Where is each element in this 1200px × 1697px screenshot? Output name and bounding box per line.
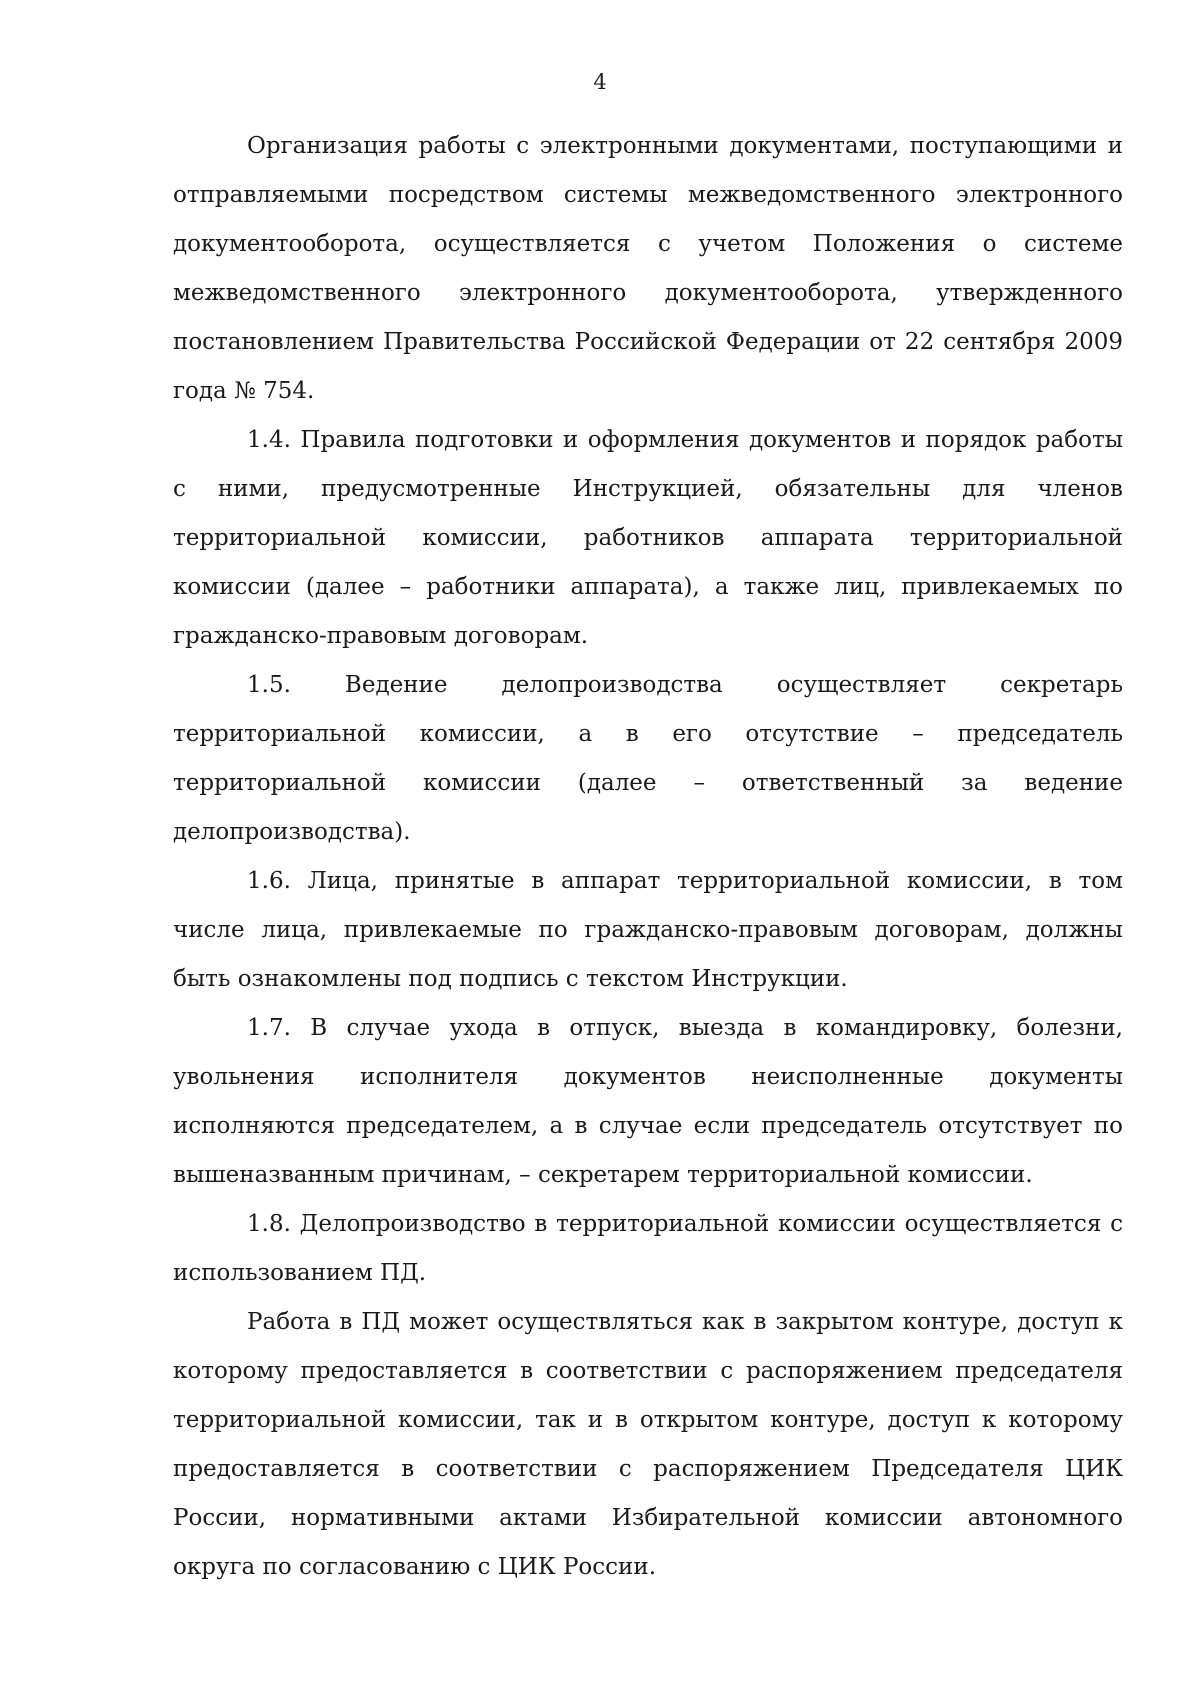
page-number: 4 xyxy=(593,70,607,94)
paragraph-1-5: 1.5. Ведение делопроизводства осуществляет секретарь территориальной комиссии, а в его отсутствие – председатель территориальной комиссии (далее – ответственный за ведение делопроизводства). xyxy=(173,672,1123,845)
paragraph-1-7: 1.7. В случае ухода в отпуск, выезда в командировку, болезни, увольнения исполнителя документов неисполненные документы исполняются председателем, а в случае если председатель отсутствует по вышеназванным причинам, – секретарем территориальной комиссии. xyxy=(173,1015,1123,1188)
document-body xyxy=(173,122,1123,1592)
paragraph-1-4: 1.4. Правила подготовки и оформления документов и порядок работы с ними, предусмотренные Инструкцией, обязательны для членов территориальной комиссии, работников аппарата территориальной комиссии (далее – работники аппарата), а также лиц, привлекаемых по гражданско-правовым договорам. xyxy=(173,427,1123,649)
paragraph-1-6: 1.6. Лица, принятые в аппарат территориальной комиссии, в том числе лица, привлекаемые по гражданско-правовым договорам, должны быть ознакомлены под подпись с текстом Инструкции. xyxy=(173,868,1123,992)
paragraph-1-8: 1.8. Делопроизводство в территориальной комиссии осуществляется с использованием ПД. xyxy=(173,1211,1123,1286)
paragraph-pd-contours: Работа в ПД может осуществляться как в закрытом контуре, доступ к которому предоставляется в соответствии с распоряжением председателя территориальной комиссии, так и в открытом контуре, доступ к которому предоставляется в соответствии с распоряжением Председателя ЦИК России, нормативными актами Избирательной комиссии автономного округа по согласованию с ЦИК России. xyxy=(173,1309,1123,1580)
paragraph-mezhved-edo: Организация работы с электронными документами, поступающими и отправляемыми посредством системы межведомственного электронного документооборота, осуществляется с учетом Положения о системе межведомственного электронного документооборота, утвержденного постановлением Правительства Российской Федерации от 22 сентября 2009 года № 754. xyxy=(173,133,1123,404)
